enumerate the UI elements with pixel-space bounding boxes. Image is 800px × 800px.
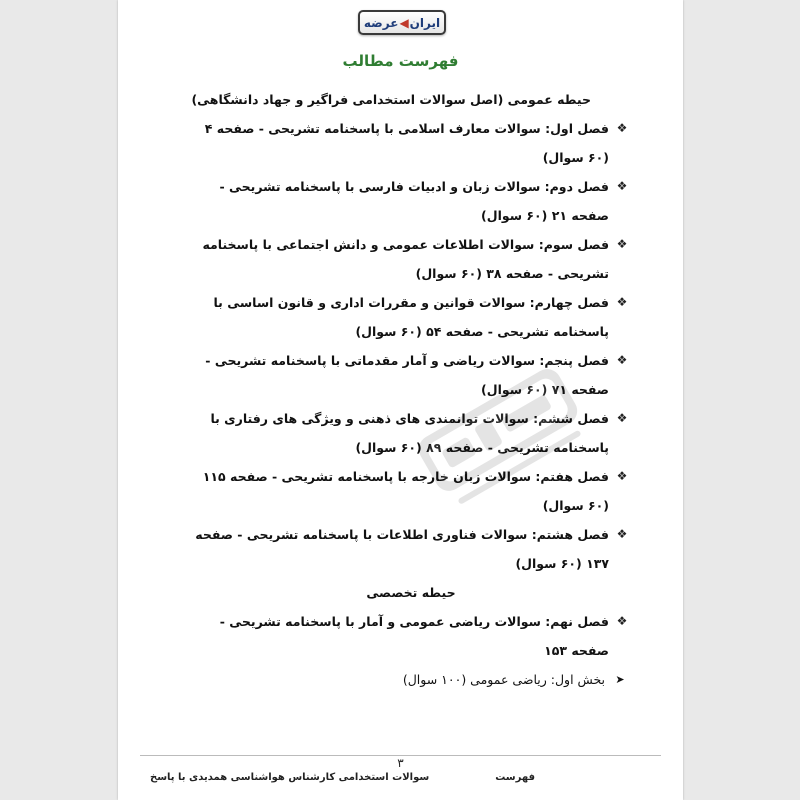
logo-arrow-icon: ◀	[399, 15, 409, 30]
section-heading-general: حیطه عمومی (اصل سوالات استخدامی فراگیر و جهاد دانشگاهی)	[191, 92, 591, 107]
publisher-logo	[358, 10, 446, 35]
toc-item-text: فصل پنجم: سوالات ریاضی و آمار مقدماتی با پاسخنامه تشریحی - صفحه ۷۱ (۶۰ سوال)	[205, 353, 609, 397]
toc-item	[191, 462, 631, 520]
toc-item	[191, 346, 631, 404]
toc-item-text: فصل دوم: سوالات زبان و ادبیات فارسی با پاسخنامه تشریحی - صفحه ۲۱ (۶۰ سوال)	[219, 179, 609, 223]
toc-item	[191, 288, 631, 346]
table-of-contents	[191, 85, 631, 694]
diamond-bullet-icon: ❖	[616, 411, 628, 425]
logo-text-part1: ایران	[409, 15, 441, 30]
arrow-bullet-icon: ➤	[615, 673, 625, 686]
diamond-bullet-icon: ❖	[616, 527, 628, 541]
diamond-bullet-icon: ❖	[616, 469, 628, 483]
toc-item-text: فصل سوم: سوالات اطلاعات عمومی و دانش اجتماعی با پاسخنامه تشریحی - صفحه ۳۸ (۶۰ سوال)	[202, 237, 609, 281]
footer-book-title: سوالات استخدامی کارشناس هواشناسی همدیدی با پاسخ	[150, 772, 430, 783]
document-page	[118, 0, 683, 800]
toc-item	[191, 172, 631, 230]
toc-item	[191, 404, 631, 462]
diamond-bullet-icon: ❖	[616, 353, 628, 367]
toc-item-text: فصل هشتم: سوالات فناوری اطلاعات با پاسخنامه تشریحی - صفحه ۱۳۷ (۶۰ سوال)	[195, 527, 609, 571]
section-heading-specialized: حیطه تخصصی	[366, 585, 456, 600]
footer-section-label: فهرست	[495, 772, 535, 783]
toc-item	[191, 230, 631, 288]
diamond-bullet-icon: ❖	[616, 121, 628, 135]
toc-item-text: فصل نهم: سوالات ریاضی عمومی و آمار با پاسخنامه تشریحی - صفحه ۱۵۳	[219, 614, 609, 658]
diamond-bullet-icon: ❖	[616, 237, 628, 251]
toc-item-text: فصل اول: سوالات معارف اسلامی با پاسخنامه تشریحی - صفحه ۴ (۶۰ سوال)	[204, 121, 609, 165]
diamond-bullet-icon: ❖	[616, 179, 628, 193]
diamond-bullet-icon: ❖	[616, 614, 628, 628]
toc-item	[191, 607, 631, 665]
page-title: فهرست مطالب	[342, 52, 459, 70]
logo-text-part2: عرضه	[363, 15, 399, 30]
toc-sub-item-text: بخش اول: ریاضی عمومی (۱۰۰ سوال)	[402, 672, 605, 687]
diamond-bullet-icon: ❖	[616, 295, 628, 309]
toc-item-text: فصل ششم: سوالات توانمندی های ذهنی و ویژگی های رفتاری با پاسخنامه تشریحی - صفحه ۸۹ (۶۰ سوال)	[210, 411, 609, 455]
page-number: ۳	[397, 756, 404, 770]
toc-sub-item	[191, 665, 631, 694]
toc-item	[191, 520, 631, 578]
toc-item-text: فصل چهارم: سوالات قوانین و مقررات اداری و قانون اساسی با پاسخنامه تشریحی - صفحه ۵۴ (۶۰ سوال)	[213, 295, 609, 339]
toc-item-text: فصل هفتم: سوالات زبان خارجه با پاسخنامه تشریحی - صفحه ۱۱۵ (۶۰ سوال)	[202, 469, 609, 513]
toc-item	[191, 114, 631, 172]
